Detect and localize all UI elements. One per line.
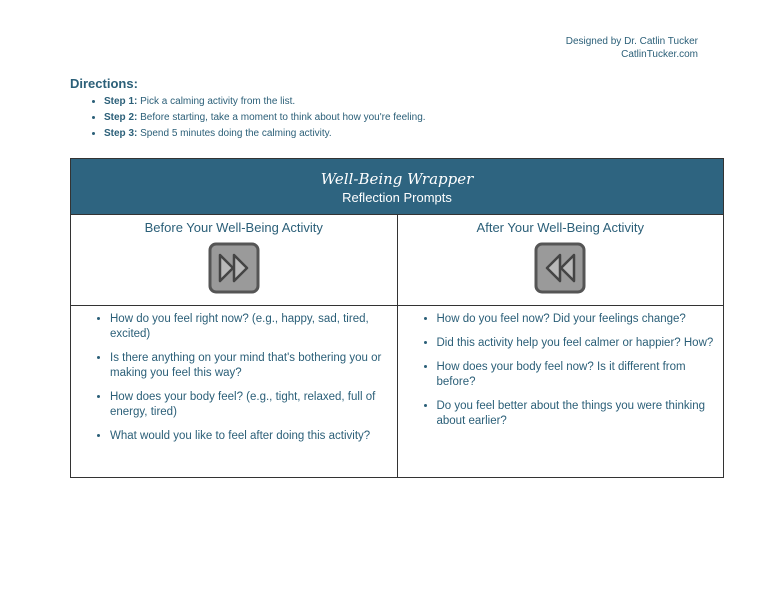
step-label: Step 1: bbox=[104, 96, 138, 107]
directions-section bbox=[70, 76, 710, 142]
wrapper-banner bbox=[71, 159, 723, 215]
before-column bbox=[71, 215, 397, 477]
before-prompt-list bbox=[79, 312, 389, 444]
prompt-item: • How does your body feel now? Is it different from before? bbox=[437, 360, 716, 390]
fast-forward-icon bbox=[208, 242, 260, 294]
direction-step-2 bbox=[104, 110, 710, 126]
designer-credit bbox=[566, 35, 698, 61]
prompt-item: • How do you feel right now? (e.g., happy, sad, tired, excited) bbox=[110, 312, 389, 342]
after-heading: After Your Well-Being Activity bbox=[476, 220, 644, 235]
direction-step-3 bbox=[104, 126, 710, 142]
step-text: Before starting, take a moment to think about how you're feeling. bbox=[137, 112, 426, 123]
wrapper-title: Well-Being Wrapper bbox=[320, 170, 474, 188]
prompt-item: • What would you like to feel after doing this activity? bbox=[110, 429, 389, 444]
after-header bbox=[398, 215, 724, 306]
step-text: Pick a calming activity from the list. bbox=[137, 96, 296, 107]
wrapper-columns bbox=[71, 215, 723, 477]
after-column bbox=[397, 215, 724, 477]
step-label: Step 3: bbox=[104, 128, 138, 139]
before-prompts bbox=[71, 306, 397, 477]
before-header bbox=[71, 215, 397, 306]
directions-title: Directions: bbox=[70, 76, 138, 91]
after-prompt-list bbox=[406, 312, 716, 429]
prompt-item: • Is there anything on your mind that's bothering you or making you feel this way? bbox=[110, 351, 389, 381]
direction-step-1 bbox=[104, 94, 710, 110]
wrapper-subtitle: Reflection Prompts bbox=[342, 190, 452, 205]
credit-website: CatlinTucker.com bbox=[621, 49, 698, 60]
prompt-item: • How do you feel now? Did your feelings change? bbox=[437, 312, 716, 327]
prompt-item: • Did this activity help you feel calmer or happier? How? bbox=[437, 336, 716, 351]
prompt-item: • How does your body feel? (e.g., tight, relaxed, full of energy, tired) bbox=[110, 390, 389, 420]
credit-name: Designed by Dr. Catlin Tucker bbox=[565, 36, 698, 47]
rewind-icon bbox=[534, 242, 586, 294]
step-text: Spend 5 minutes doing the calming activity. bbox=[137, 128, 332, 139]
after-prompts bbox=[398, 306, 724, 477]
prompt-item: • Do you feel better about the things you were thinking about earlier? bbox=[437, 399, 716, 429]
directions-list bbox=[70, 94, 710, 142]
step-label: Step 2: bbox=[104, 112, 138, 123]
before-heading: Before Your Well-Being Activity bbox=[144, 220, 323, 235]
well-being-wrapper-table bbox=[70, 158, 724, 478]
